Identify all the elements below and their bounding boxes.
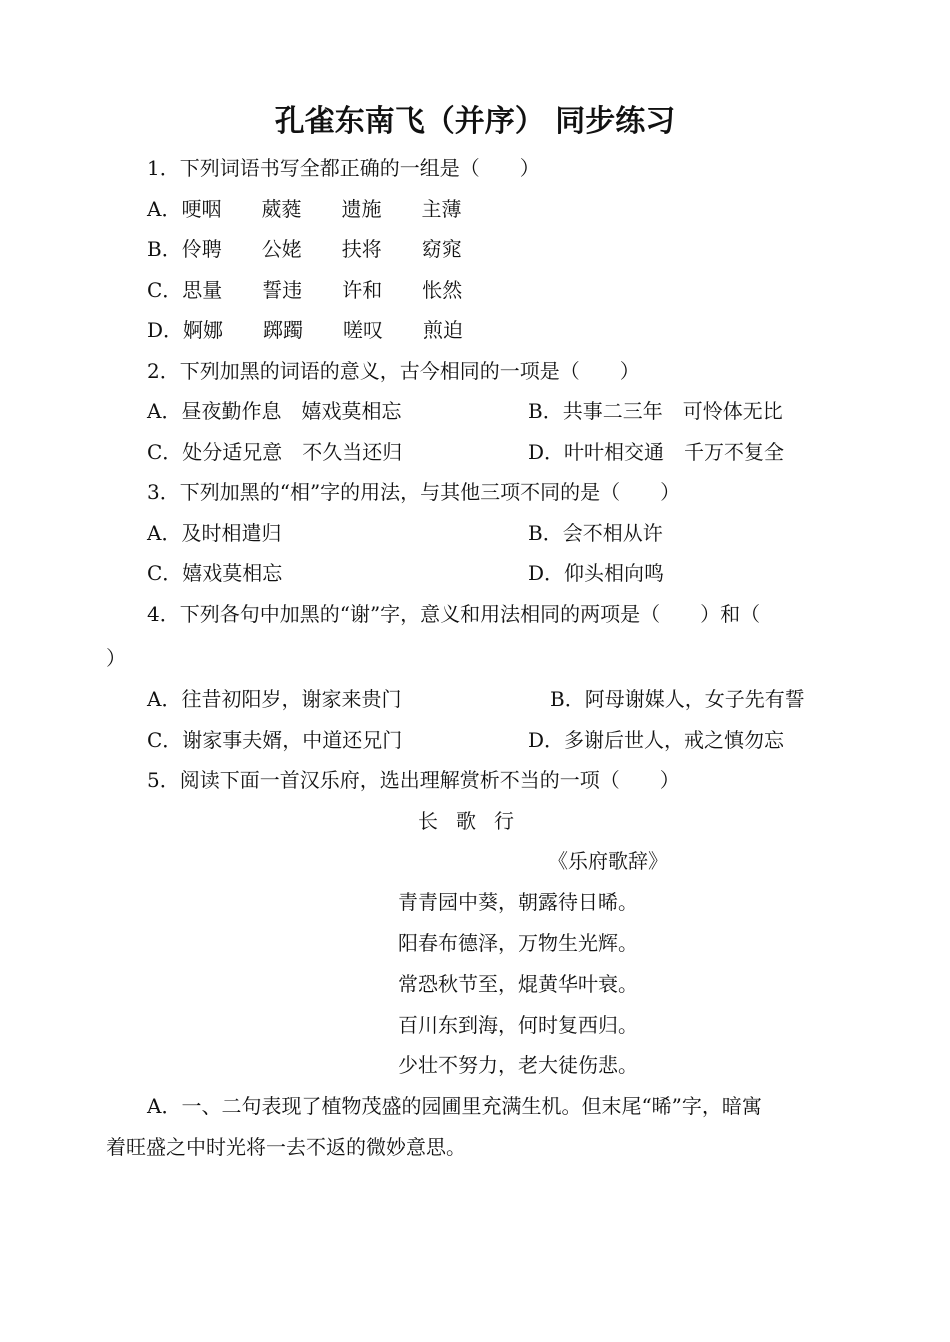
question-4-stem-tail: ）	[106, 646, 126, 670]
question-1-option-a: A．哽咽 葳蕤 遗施 主薄	[147, 197, 462, 221]
question-5-option-a-line-1: A．一、二句表现了植物茂盛的园圃里充满生机。但末尾“晞”字，暗寓	[147, 1094, 762, 1118]
question-1-option-b: B．伶聘 公姥 扶将 窈窕	[147, 237, 462, 261]
poem-line-2: 阳春布德泽，万物生光辉。	[398, 931, 638, 955]
question-4-option-a: A．往昔初阳岁，谢家来贵门	[147, 687, 402, 711]
question-1-option-c: C．思量 誓违 许和 怅然	[147, 278, 463, 302]
question-1-stem: 1．下列词语书写全都正确的一组是（ ）	[147, 156, 540, 180]
question-3-option-b: B．会不相从许	[528, 521, 663, 545]
question-4-option-d: D．多谢后世人，戒之慎勿忘	[528, 728, 785, 752]
question-3-option-a: A．及时相遣归	[147, 521, 282, 545]
question-2-option-a: A．昼夜勤作息 嬉戏莫相忘	[147, 399, 402, 423]
poem-line-5: 少壮不努力，老大徒伤悲。	[398, 1053, 638, 1077]
question-2-option-c: C．处分适兄意 不久当还归	[147, 440, 403, 464]
question-4-stem: 4．下列各句中加黑的“谢”字，意义和用法相同的两项是（ ）和（	[147, 602, 761, 626]
poem-line-1: 青青园中葵，朝露待日晞。	[398, 890, 638, 914]
question-4-option-c: C．谢家事夫婿，中道还兄门	[147, 728, 403, 752]
poem-source: 《乐府歌辞》	[548, 849, 668, 873]
poem-title: 长歌行	[418, 809, 532, 833]
page-title: 孔雀东南飞（并序） 同步练习	[274, 104, 676, 139]
poem-line-4: 百川东到海，何时复西归。	[398, 1013, 638, 1037]
question-2-stem: 2．下列加黑的词语的意义，古今相同的一项是（ ）	[147, 359, 640, 383]
question-5-option-a-line-2: 着旺盛之中时光将一去不返的微妙意思。	[106, 1135, 466, 1159]
question-4-option-b: B．阿母谢媒人，女子先有誓	[550, 687, 805, 711]
question-3-option-d: D．仰头相向鸣	[528, 561, 665, 585]
question-5-stem: 5．阅读下面一首汉乐府，选出理解赏析不当的一项（ ）	[147, 768, 680, 792]
question-3-option-c: C．嬉戏莫相忘	[147, 561, 283, 585]
question-2-option-b: B．共事二三年 可怜体无比	[528, 399, 783, 423]
question-3-stem: 3．下列加黑的“相”字的用法，与其他三项不同的是（ ）	[147, 480, 681, 504]
question-1-option-d: D．婀娜 踯躅 嗟叹 煎迫	[147, 318, 464, 342]
poem-line-3: 常恐秋节至，焜黄华叶衰。	[398, 972, 638, 996]
question-2-option-d: D．叶叶相交通 千万不复全	[528, 440, 785, 464]
